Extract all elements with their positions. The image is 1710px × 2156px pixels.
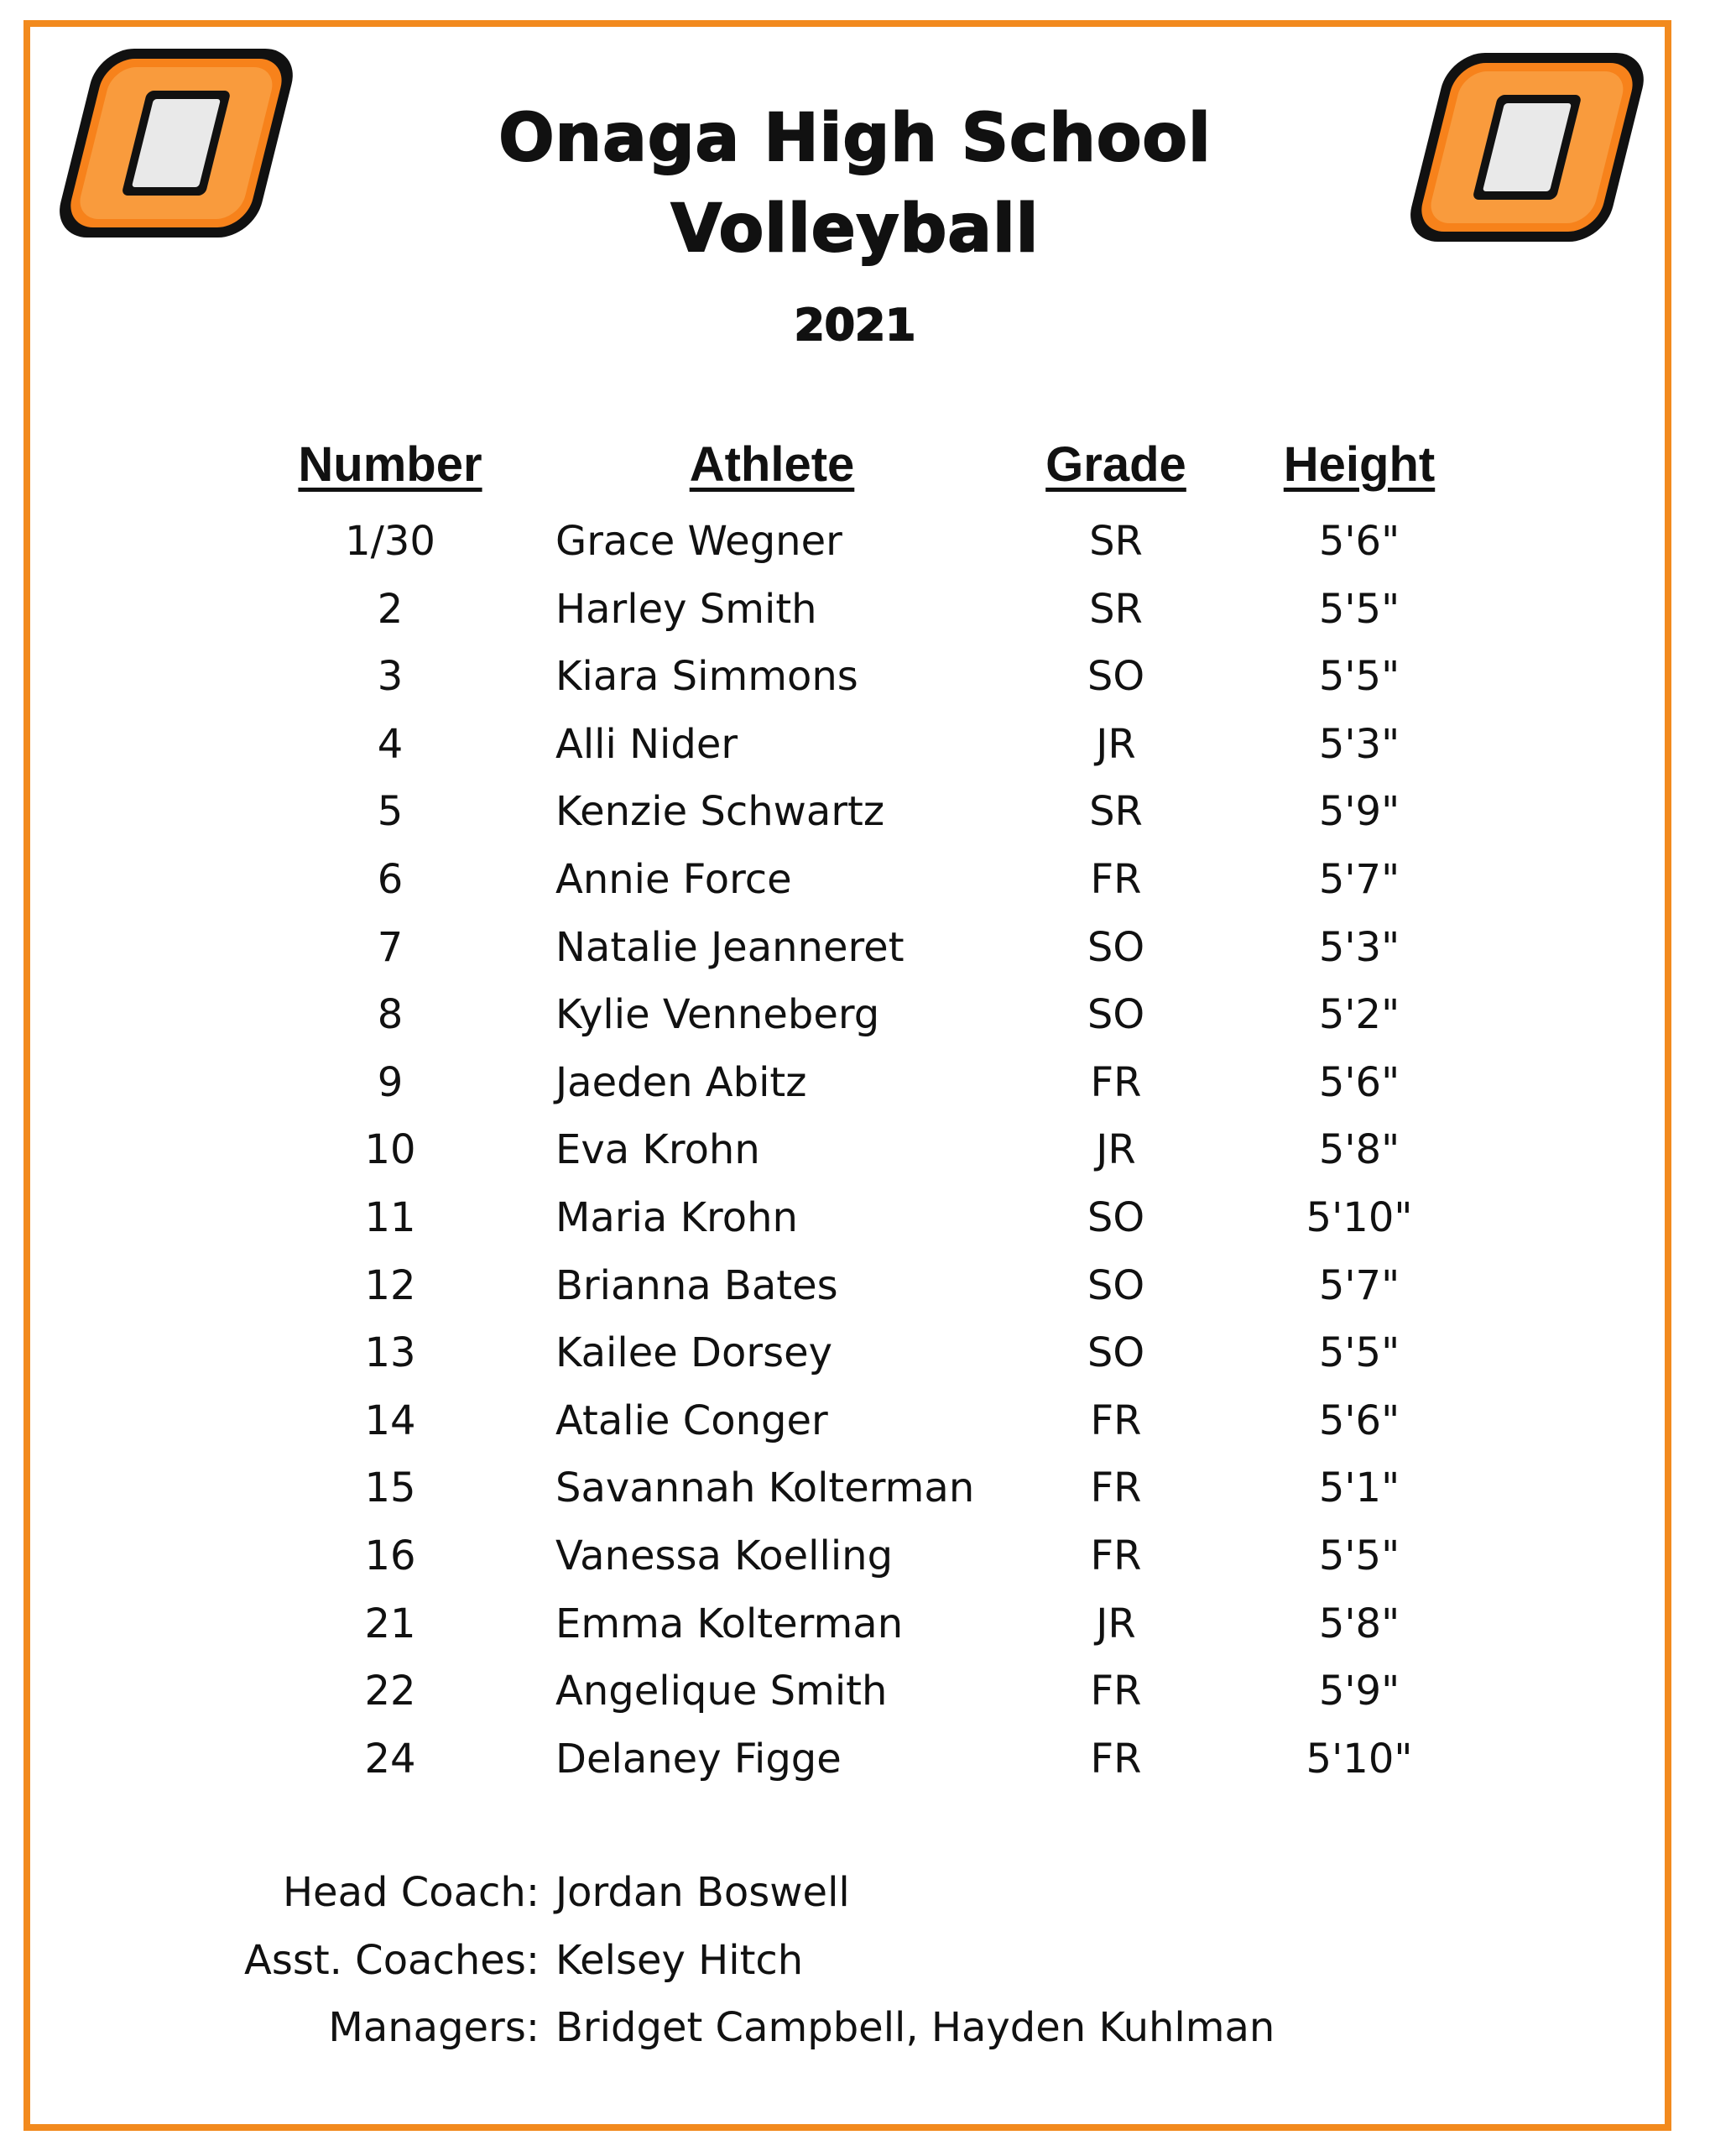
player-name: Harley Smith (555, 585, 817, 633)
season-year: 2021 (794, 300, 916, 351)
player-grade: SO (1087, 1329, 1145, 1377)
player-grade: FR (1090, 1532, 1142, 1579)
player-number: 24 (364, 1735, 416, 1783)
roster-row (0, 508, 1710, 576)
player-height: 5'7" (1318, 1261, 1400, 1309)
player-grade: FR (1090, 1058, 1142, 1106)
player-number: 8 (377, 991, 404, 1039)
player-height: 5'1" (1318, 1464, 1400, 1512)
player-name: Delaney Figge (555, 1735, 842, 1783)
player-number: 21 (364, 1600, 416, 1647)
player-name: Brianna Bates (555, 1261, 838, 1309)
player-grade: JR (1096, 720, 1136, 768)
roster-row (0, 1387, 1710, 1455)
player-number: 15 (364, 1464, 416, 1512)
roster-row (0, 643, 1710, 711)
player-name: Jaeden Abitz (555, 1058, 807, 1106)
roster-row (0, 1522, 1710, 1590)
roster-table (0, 508, 1710, 1793)
player-height: 5'7" (1318, 855, 1400, 903)
player-height: 5'6" (1318, 1396, 1400, 1444)
player-number: 22 (364, 1668, 416, 1715)
player-grade: FR (1090, 855, 1142, 903)
player-name: Annie Force (555, 855, 792, 903)
roster-row (0, 1184, 1710, 1252)
player-grade: JR (1096, 1600, 1136, 1647)
player-height: 5'9" (1318, 1668, 1400, 1715)
player-grade: SO (1087, 1193, 1145, 1241)
player-name: Kenzie Schwartz (555, 788, 885, 836)
staff-row (0, 1859, 1710, 1927)
roster-row (0, 1454, 1710, 1522)
staff-list (0, 1859, 1710, 2062)
player-name: Grace Wegner (555, 518, 842, 565)
player-name: Emma Kolterman (555, 1600, 904, 1647)
player-name: Alli Nider (555, 720, 738, 768)
player-name: Atalie Conger (555, 1396, 828, 1444)
player-height: 5'2" (1318, 991, 1400, 1039)
player-grade: SO (1087, 923, 1145, 971)
player-number: 11 (364, 1193, 416, 1241)
player-grade: FR (1090, 1464, 1142, 1512)
roster-row (0, 1590, 1710, 1658)
player-name: Kylie Venneberg (555, 991, 880, 1039)
player-number: 1/30 (345, 518, 435, 565)
staff-label: Asst. Coaches: (243, 1936, 540, 1984)
roster-row (0, 576, 1710, 644)
player-name: Kiara Simmons (555, 653, 858, 701)
player-number: 6 (377, 855, 404, 903)
player-height: 5'5" (1318, 585, 1400, 633)
roster-row (0, 1252, 1710, 1320)
player-grade: SR (1089, 518, 1143, 565)
player-height: 5'5" (1318, 1532, 1400, 1579)
player-name: Kailee Dorsey (555, 1329, 833, 1377)
staff-label: Head Coach: (282, 1869, 540, 1916)
school-title: Onaga High School (498, 101, 1212, 176)
player-grade: FR (1090, 1396, 1142, 1444)
roster-row (0, 846, 1710, 914)
player-name: Angelique Smith (555, 1668, 888, 1715)
roster-row (0, 1049, 1710, 1117)
player-grade: SO (1087, 991, 1145, 1039)
player-number: 10 (364, 1126, 416, 1174)
player-grade: FR (1090, 1735, 1142, 1783)
player-number: 7 (377, 923, 404, 971)
player-height: 5'3" (1318, 923, 1400, 971)
player-height: 5'6" (1318, 1058, 1400, 1106)
player-name: Vanessa Koelling (555, 1532, 894, 1579)
player-name: Savannah Kolterman (555, 1464, 975, 1512)
player-height: 5'9" (1318, 788, 1400, 836)
staff-value: Bridget Campbell, Hayden Kuhlman (555, 2004, 1275, 2052)
player-grade: SR (1089, 788, 1143, 836)
player-height: 5'8" (1318, 1600, 1400, 1647)
header-athlete: Athlete (689, 437, 855, 492)
player-height: 5'10" (1306, 1193, 1413, 1241)
player-number: 14 (364, 1396, 416, 1444)
player-grade: SO (1087, 1261, 1145, 1309)
player-number: 3 (377, 653, 404, 701)
staff-row (0, 1927, 1710, 1995)
staff-value: Jordan Boswell (555, 1869, 850, 1916)
player-grade: JR (1096, 1126, 1136, 1174)
header-grade: Grade (1045, 437, 1186, 492)
roster-row (0, 981, 1710, 1049)
player-name: Maria Krohn (555, 1193, 798, 1241)
staff-label: Managers: (328, 2004, 540, 2052)
player-number: 4 (377, 720, 404, 768)
player-height: 5'6" (1318, 518, 1400, 565)
sport-title: Volleyball (670, 191, 1040, 267)
roster-row (0, 711, 1710, 779)
player-number: 16 (364, 1532, 416, 1579)
player-grade: SO (1087, 653, 1145, 701)
roster-row (0, 1657, 1710, 1725)
player-height: 5'5" (1318, 653, 1400, 701)
player-height: 5'3" (1318, 720, 1400, 768)
player-name: Natalie Jeanneret (555, 923, 905, 971)
header-height: Height (1283, 437, 1436, 492)
player-number: 2 (377, 585, 404, 633)
player-height: 5'8" (1318, 1126, 1400, 1174)
roster-row (0, 1725, 1710, 1793)
player-height: 5'5" (1318, 1329, 1400, 1377)
player-number: 5 (377, 788, 404, 836)
player-grade: SR (1089, 585, 1143, 633)
staff-value: Kelsey Hitch (555, 1936, 804, 1984)
roster-row (0, 1116, 1710, 1184)
staff-row (0, 1994, 1710, 2062)
roster-row (0, 778, 1710, 846)
player-number: 13 (364, 1329, 416, 1377)
roster-row (0, 1319, 1710, 1387)
player-height: 5'10" (1306, 1735, 1413, 1783)
player-grade: FR (1090, 1668, 1142, 1715)
header-number: Number (298, 437, 482, 492)
player-name: Eva Krohn (555, 1126, 760, 1174)
player-number: 9 (377, 1058, 404, 1106)
roster-row (0, 914, 1710, 982)
player-number: 12 (364, 1261, 416, 1309)
